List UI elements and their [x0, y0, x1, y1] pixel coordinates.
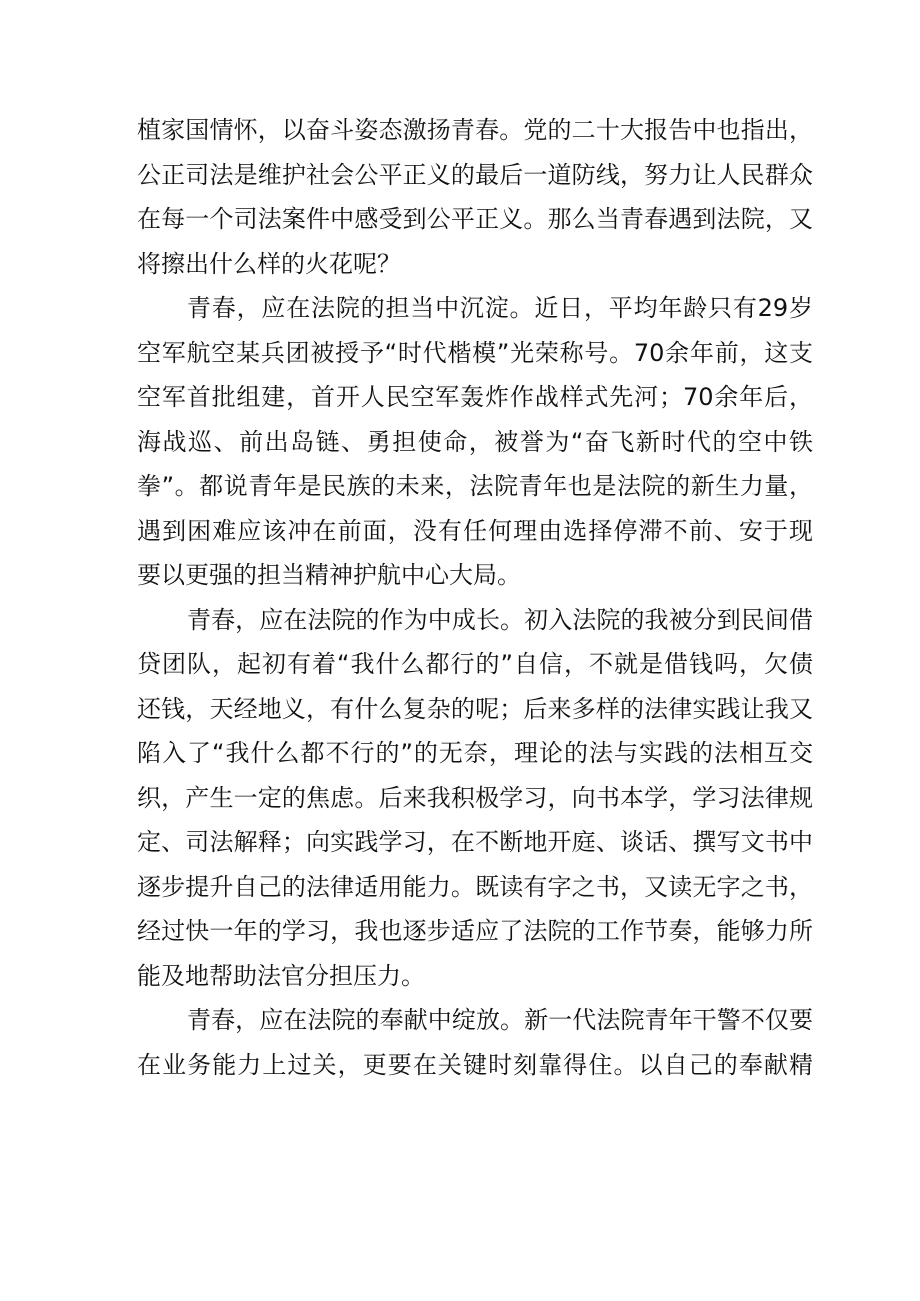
text-line: 贷团队，起初有着“我什么都行的”自信，不就是借钱吗，欠债	[137, 650, 813, 678]
text-line: 公正司法是维护社会公平正义的最后一道防线，努力让人民群众	[137, 160, 813, 189]
paragraph-4	[137, 998, 813, 1087]
text-line: 织，产生一定的焦虑。后来我积极学习，向书本学，学习法律规	[137, 783, 813, 812]
text-line: 空军航空某兵团被授予“时代楷模”光荣称号。70余年前，这支	[137, 338, 813, 367]
text-line: 海战巡、前出岛链、勇担使命，被誉为“奋飞新时代的空中铁	[137, 427, 813, 456]
text-line: 拳”。都说青年是民族的未来，法院青年也是法院的新生力量，	[137, 472, 813, 500]
paragraph-2	[137, 286, 813, 598]
text-line: 将擦出什么样的火花呢？	[137, 249, 401, 278]
text-line: 经过快一年的学习，我也逐步适应了法院的工作节奏，能够力所	[137, 917, 813, 945]
text-line: 青春，应在法院的奉献中绽放。新一代法院青年干警不仅要	[187, 1006, 813, 1034]
paragraph-3	[137, 598, 813, 999]
text-line: 陷入了“我什么都不行的”的无奈，理论的法与实践的法相互交	[137, 739, 813, 767]
text-line: 青春，应在法院的担当中沉淀。近日，平均年龄只有29岁	[187, 294, 813, 322]
text-line: 空军首批组建，首开人民空军轰炸作战样式先河；70余年后，	[137, 383, 813, 411]
text-line: 逐步提升自己的法律适用能力。既读有字之书，又读无字之书，	[137, 872, 813, 901]
text-line: 要以更强的担当精神护航中心大局。	[137, 561, 521, 589]
text-line: 还钱，天经地义，有什么复杂的呢；后来多样的法律实践让我又	[137, 694, 813, 723]
text-line: 遇到困难应该冲在前面，没有任何理由选择停滞不前、安于现	[137, 516, 813, 545]
text-line: 在每一个司法案件中感受到公平正义。那么当青春遇到法院，又	[137, 205, 813, 233]
text-line: 能及地帮助法官分担压力。	[137, 961, 425, 990]
text-line: 植家国情怀，以奋斗姿态激扬青春。党的二十大报告中也指出，	[137, 116, 813, 144]
document-body	[137, 108, 813, 1087]
text-line: 青春，应在法院的作为中成长。初入法院的我被分到民间借	[187, 605, 813, 634]
paragraph-1	[137, 108, 813, 286]
text-line: 在业务能力上过关，更要在关键时刻靠得住。以自己的奉献精	[137, 1050, 813, 1079]
text-line: 定、司法解释；向实践学习，在不断地开庭、谈话、撰写文书中	[137, 828, 813, 856]
